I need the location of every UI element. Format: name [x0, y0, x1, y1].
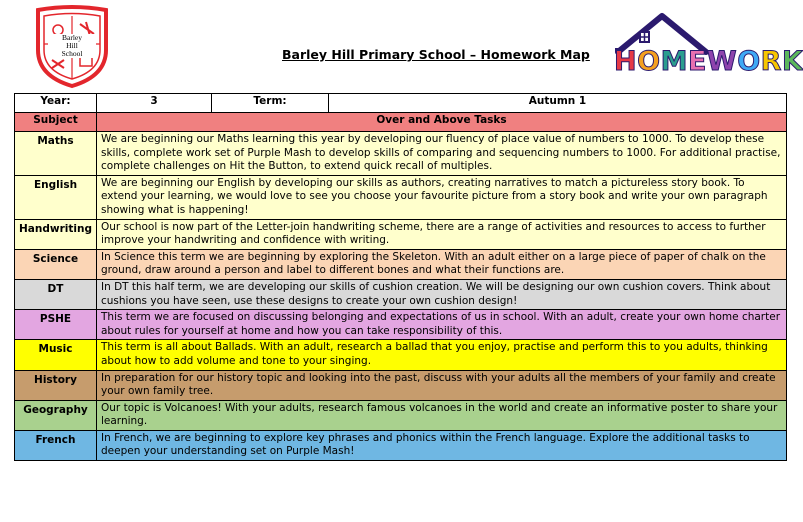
crest-text-line-1: Barley — [62, 33, 82, 42]
table-row — [15, 400, 787, 430]
subject-cell: Science — [15, 249, 97, 279]
logo-letter: K — [781, 46, 803, 77]
task-cell: We are beginning our Maths learning this year by developing our fluency of place value of numbers to 1000. To develop these skills, complete work set of Purple Mash to develop skills of comparing and sequencing numbers to 1000. For additional practise, complete challenges on Hit the Button, to extend quick recall of multiples. — [97, 132, 787, 176]
subject-column-header: Subject — [15, 113, 97, 132]
logo-letter: E — [687, 46, 707, 77]
task-cell: In DT this half term, we are developing our skills of cushion creation. We will be designing our own cushion covers. Think about cushions you have seen, use these designs to create your own cushion design! — [97, 279, 787, 309]
subject-cell: Handwriting — [15, 219, 97, 249]
logo-letter: W — [706, 46, 738, 77]
crest-text-line-3: School — [61, 49, 83, 58]
crest-text-line-2: Hill — [66, 41, 78, 50]
term-value: Autumn 1 — [329, 94, 787, 113]
column-header-row — [15, 113, 787, 132]
subject-cell: Geography — [15, 400, 97, 430]
term-label: Term: — [212, 94, 329, 113]
logo-letter: M — [660, 46, 688, 77]
logo-letter: H — [614, 46, 638, 77]
subject-cell: Maths — [15, 132, 97, 176]
table-row — [15, 430, 787, 460]
year-value: 3 — [97, 94, 212, 113]
term-info-row — [15, 94, 787, 113]
table-row — [15, 219, 787, 249]
table-row — [15, 279, 787, 309]
school-crest-logo — [34, 6, 110, 88]
table-row — [15, 249, 787, 279]
subject-cell: History — [15, 370, 97, 400]
task-cell: In French, we are beginning to explore key phrases and phonics within the French language. Explore the additional tasks to deepen your understanding set on Purple Mash! — [97, 430, 787, 460]
homework-logo-text — [614, 46, 803, 86]
task-cell: Our topic is Volcanoes! With your adults, research famous volcanoes in the world and create an informative poster to share your learning. — [97, 400, 787, 430]
task-cell: In preparation for our history topic and looking into the past, discuss with your adults all the members of your family and create your own family tree. — [97, 370, 787, 400]
homework-map-table — [14, 93, 787, 461]
task-cell: This term is all about Ballads. With an adult, research a ballad that you enjoy, practise and perform this to you adults, thinking about how to add volume and tone to your singing. — [97, 340, 787, 370]
homework-logo — [604, 8, 803, 90]
subject-cell: DT — [15, 279, 97, 309]
logo-letter: O — [637, 46, 661, 77]
task-cell: This term we are focused on discussing belonging and expectations of us in school. With an adult, create your own home charter about rules for yourself at home and how you can take responsibility of this. — [97, 310, 787, 340]
subject-cell: PSHE — [15, 310, 97, 340]
task-cell: Our school is now part of the Letter-join handwriting scheme, there are a range of activities and resources to access to further improve your handwriting and confidence with writing. — [97, 219, 787, 249]
logo-letter: R — [760, 46, 782, 77]
year-label: Year: — [15, 94, 97, 113]
subject-cell: French — [15, 430, 97, 460]
subject-cell: Music — [15, 340, 97, 370]
task-cell: We are beginning our English by developing our skills as authors, creating narratives to match a pictureless story book. To extend your learning, we would love to see you choose your favourite picture from a story book and write your own paragraph showing what is happening! — [97, 175, 787, 219]
page-title: Barley Hill Primary School – Homework Map — [282, 47, 590, 62]
logo-letter: O — [737, 46, 761, 77]
subject-cell: English — [15, 175, 97, 219]
table-row — [15, 310, 787, 340]
tasks-column-header: Over and Above Tasks — [97, 113, 787, 132]
task-cell: In Science this term we are beginning by exploring the Skeleton. With an adult either on a large piece of paper of chalk on the ground, draw around a person and label to different bones and what their functions are. — [97, 249, 787, 279]
table-row — [15, 340, 787, 370]
table-row — [15, 132, 787, 176]
table-row — [15, 370, 787, 400]
table-row — [15, 175, 787, 219]
